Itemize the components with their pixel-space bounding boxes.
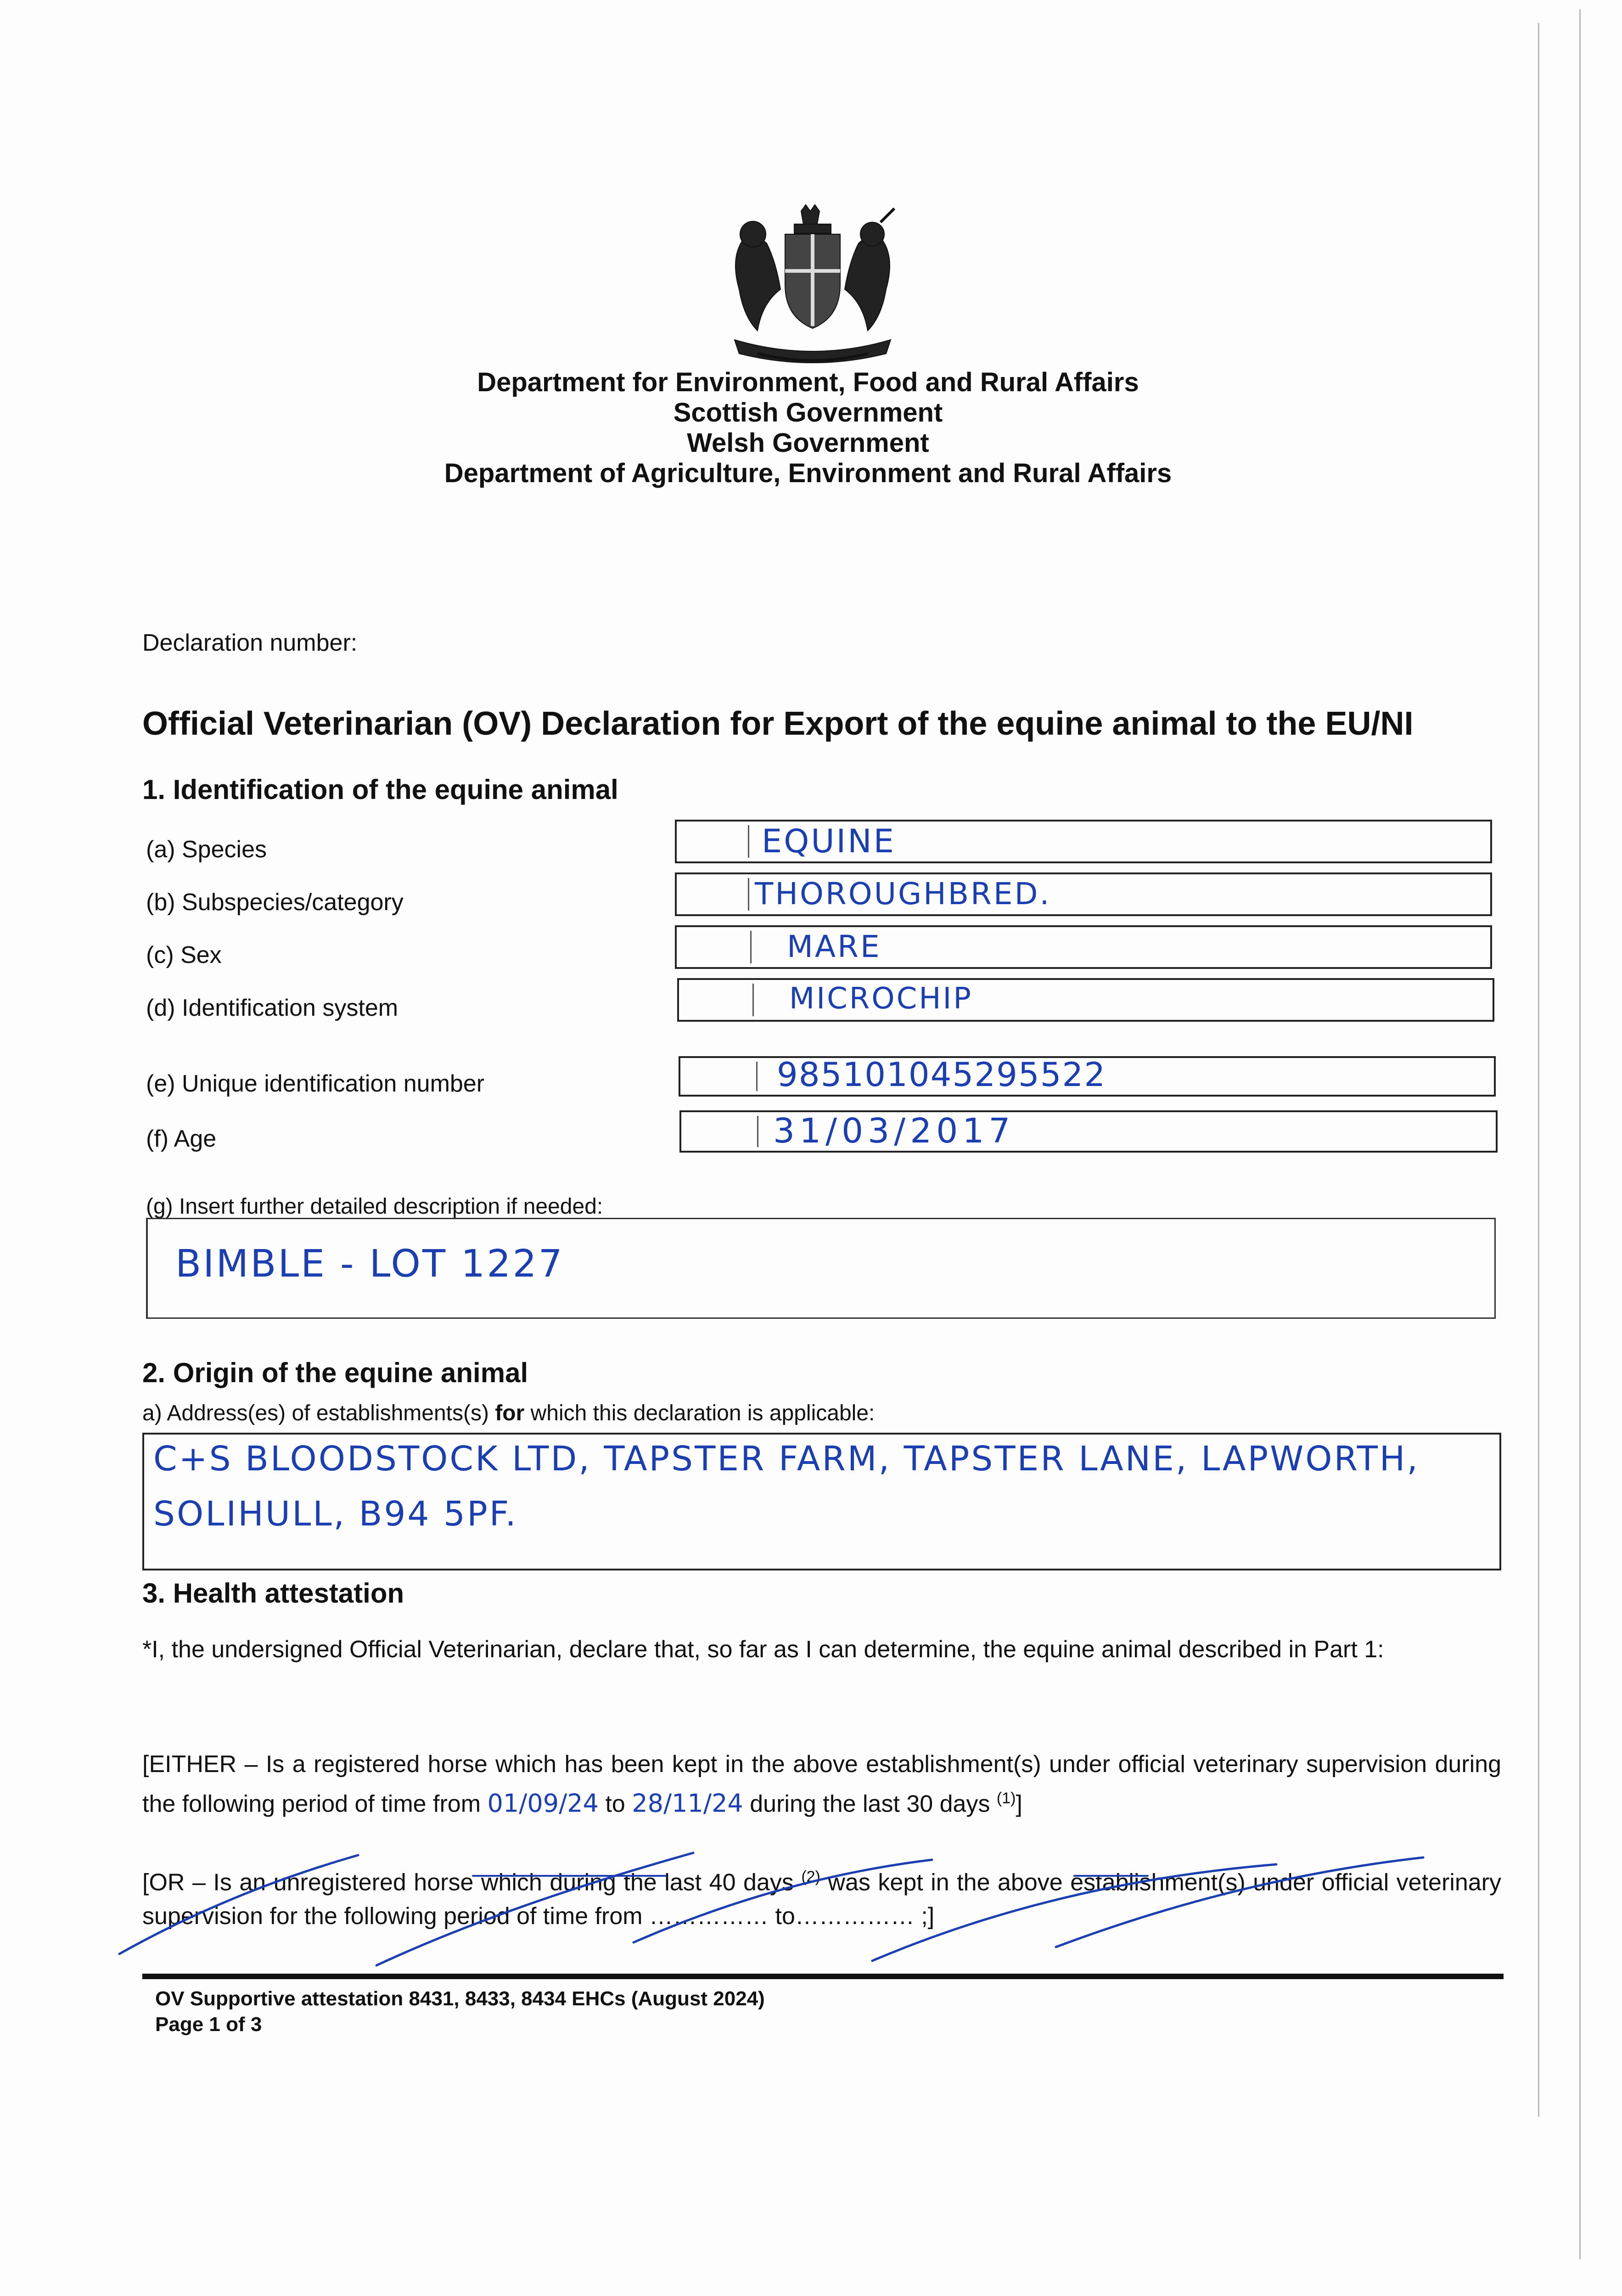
document-footer — [155, 1986, 765, 2037]
footer-reference: OV Supportive attestation 8431, 8433, 8434 EHCs (August 2024) — [155, 1987, 765, 2010]
authority-line: Welsh Government — [687, 428, 929, 458]
species-value: EQUINE — [762, 822, 896, 860]
species-label: (a) Species — [146, 836, 267, 863]
document-title: Official Veterinarian (OV) Declaration for Export of the equine animal to the EU/NI — [142, 705, 1414, 742]
attestation-either-clause: [EITHER – Is a registered horse which has been kept in the above establishment(s) under official veterinary supervision during the following period of time from 01/09/24 to 28/11/24 during the last 30 days $^{(1)}$] — [142, 1751, 1501, 1818]
page-number: Page 1 of 3 — [155, 2013, 262, 2036]
authority-line: Department of Agriculture, Environment and Rural Affairs — [444, 458, 1172, 488]
section-3-heading: 3. Health attestation — [142, 1578, 404, 1609]
origin-address-line-1: C+S BLOODSTOCK LTD, TAPSTER FARM, TAPSTER LANE, LAPWORTH, — [153, 1439, 1420, 1479]
sex-label: (c) Sex — [146, 942, 222, 968]
further-description-value: BIMBLE - LOT 1227 — [175, 1242, 564, 1286]
subspecies-label: (b) Subspecies/category — [146, 889, 404, 916]
supervision-from-date: 01/09/24 — [487, 1789, 599, 1818]
origin-address-line-2: SOLIHULL, B94 5PF. — [153, 1494, 518, 1534]
further-description-label: (g) Insert further detailed description if needed: — [146, 1194, 603, 1219]
unique-id-value: 985101045295522 — [777, 1055, 1106, 1094]
attestation-or-clause: [OR – Is an unregistered horse which during the last 40 days $^{(2)}$ was kept in the above establishment(s) under official veterinary supervision for the following period of time from …………… to…………… ;] — [142, 1868, 1501, 1930]
age-value: 31/03/2017 — [773, 1111, 1015, 1151]
authority-line: Scottish Government — [673, 398, 943, 428]
footer-divider — [142, 1974, 1504, 1979]
attestation-intro: *I, the undersigned Official Veterinarian, declare that, so far as I can determine, the equine animal described in Part 1: — [142, 1636, 1384, 1663]
origin-address-label: a) Address(es) of establishments(s) for which this declaration is applicable: — [142, 1401, 875, 1425]
sex-value: MARE — [787, 929, 881, 964]
identification-system-value: MICROCHIP — [789, 982, 973, 1016]
section-1-heading: 1. Identification of the equine animal — [142, 774, 618, 805]
unique-id-label: (e) Unique identification number — [146, 1070, 485, 1097]
identification-system-label: (d) Identification system — [146, 995, 398, 1021]
age-label: (f) Age — [146, 1125, 217, 1152]
declaration-number-label: Declaration number: — [142, 630, 358, 656]
supervision-to-date: 28/11/24 — [632, 1789, 743, 1818]
section-2-heading: 2. Origin of the equine animal — [142, 1357, 528, 1388]
authority-line: Department for Environment, Food and Rural Affairs — [477, 367, 1139, 397]
subspecies-value: THOROUGHBRED. — [755, 876, 1051, 912]
